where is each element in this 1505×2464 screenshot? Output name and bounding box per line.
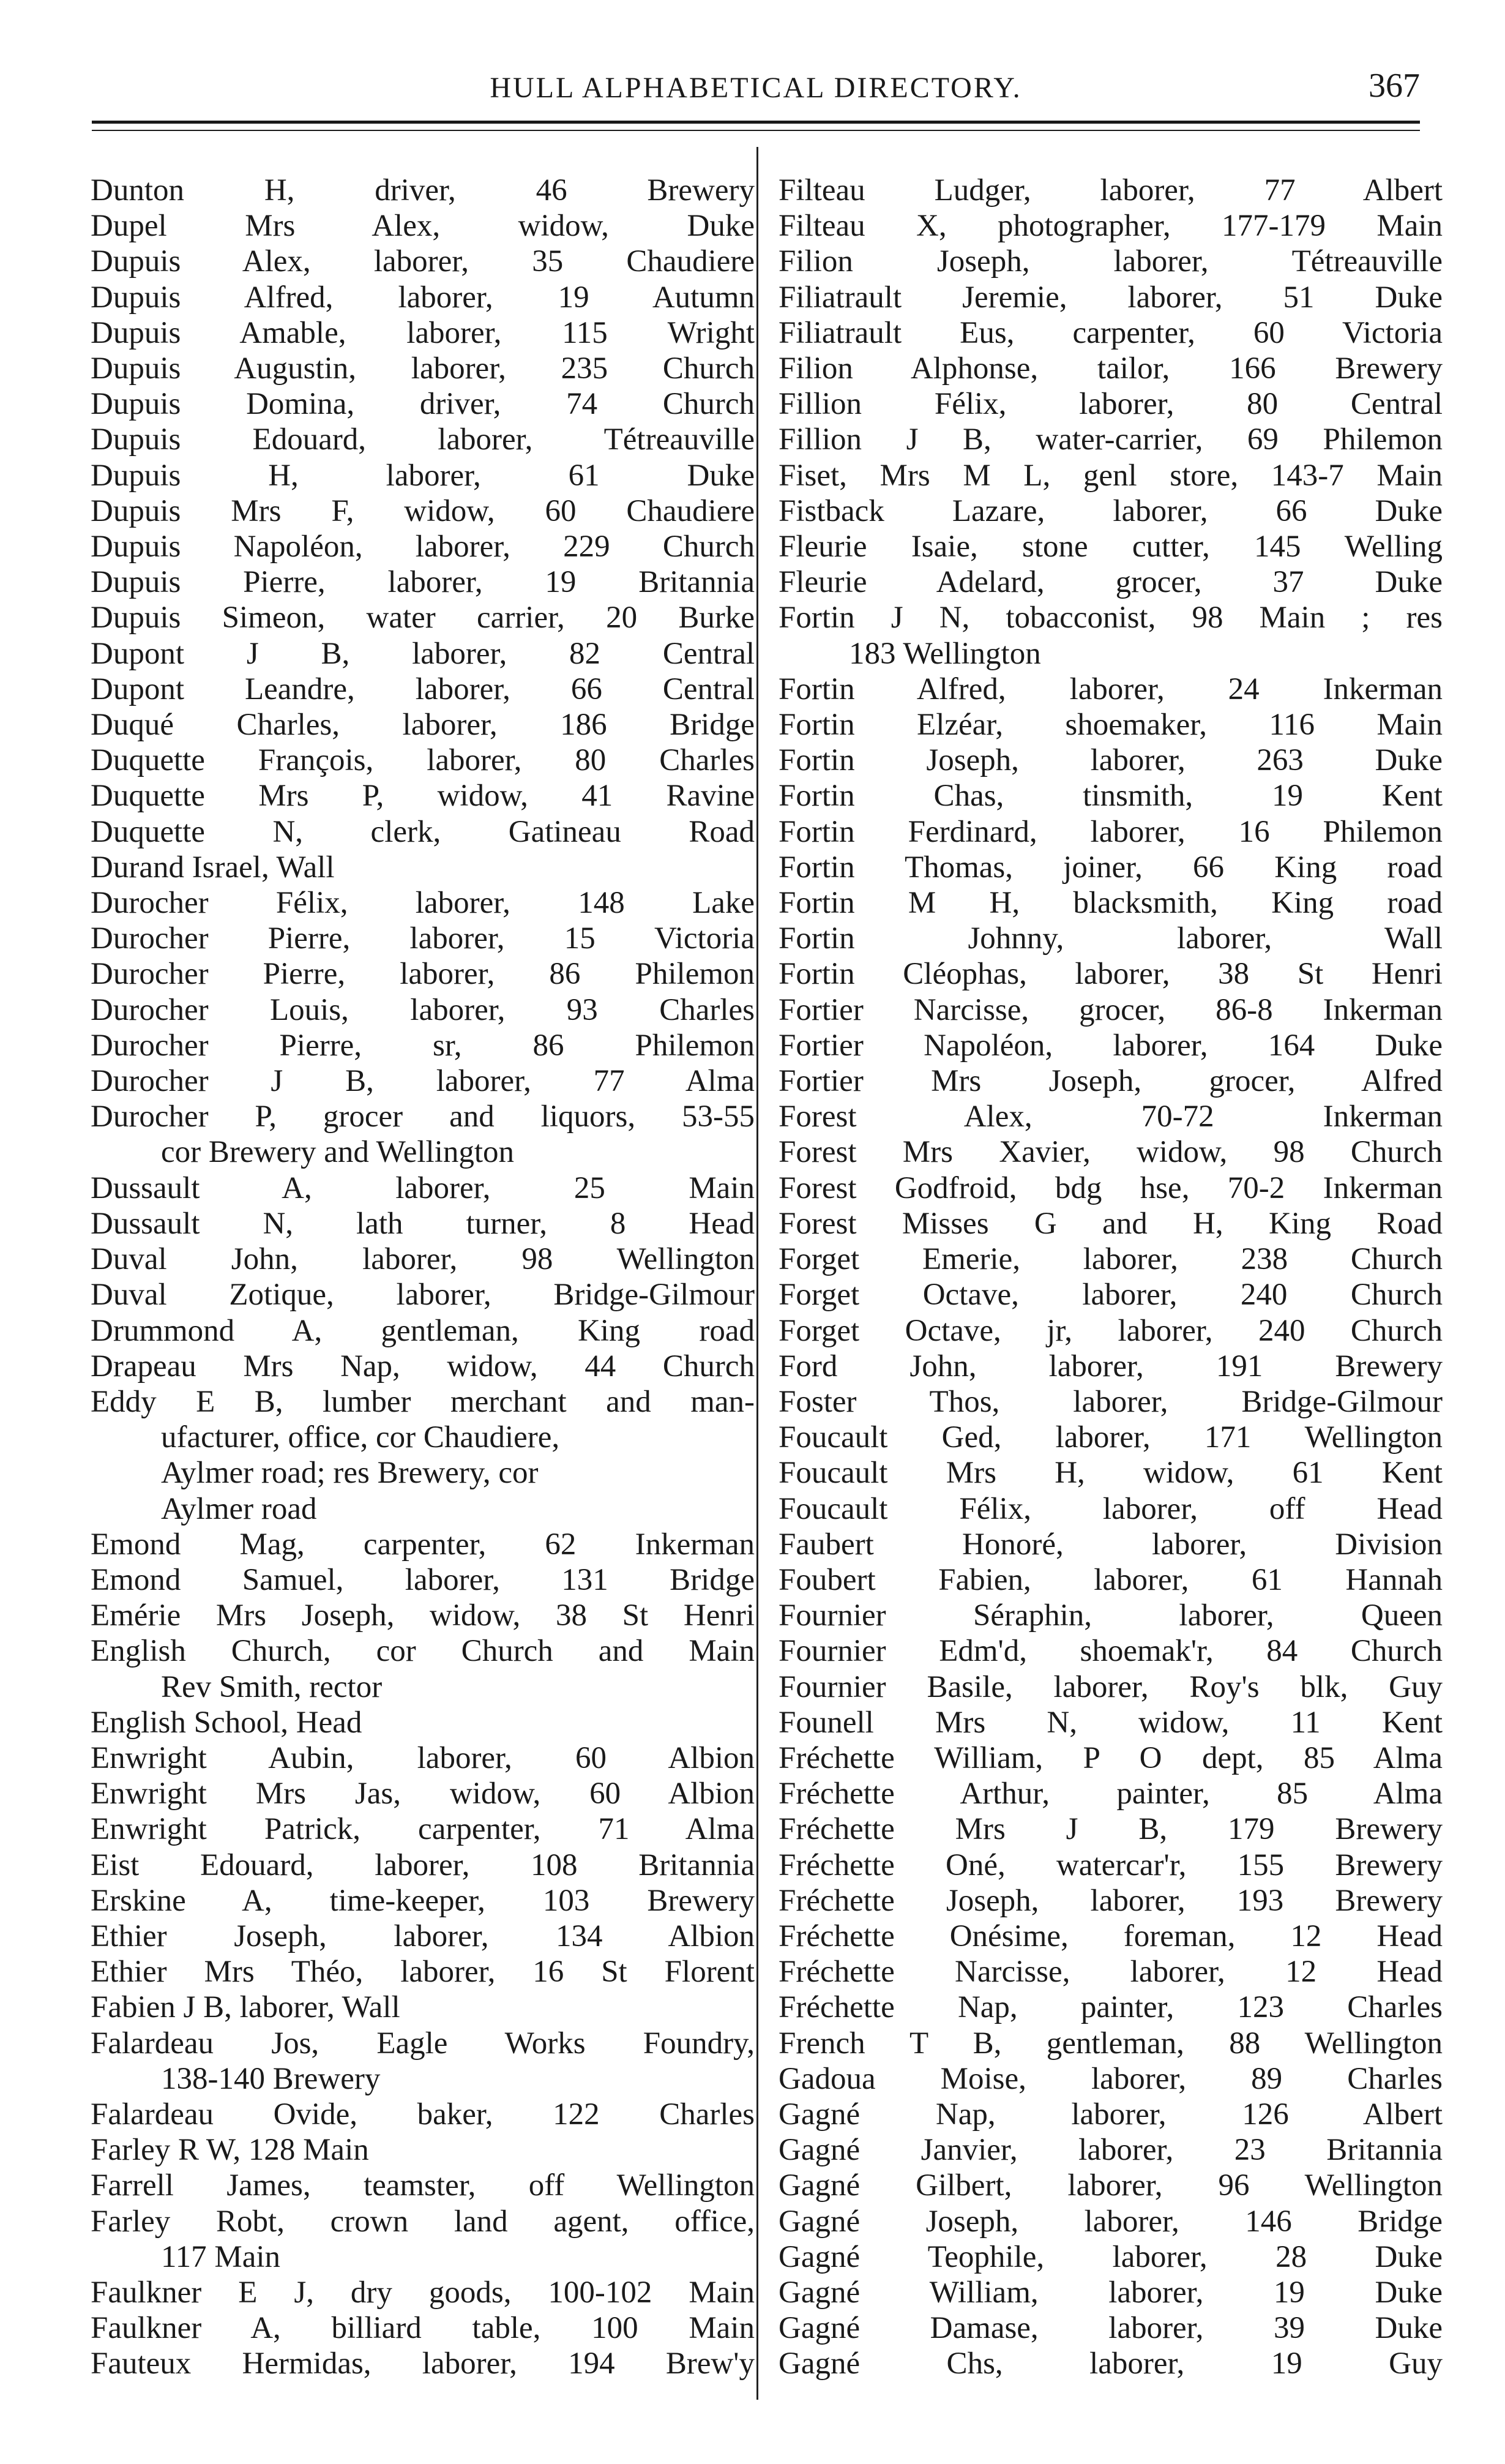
directory-entry (91, 208, 755, 244)
entry-text: Filiatrault Jeremie, laborer, 51 Duke (779, 280, 1443, 315)
directory-entry (779, 315, 1443, 351)
entry-text: Durand Israel, Wall (91, 850, 335, 885)
directory-entry (91, 1028, 755, 1063)
directory-entry (779, 850, 1443, 885)
directory-entry (779, 921, 1443, 956)
directory-entry (91, 1633, 755, 1704)
directory-entry (779, 1063, 1443, 1099)
directory-entry (91, 422, 755, 457)
directory-entry (91, 1206, 755, 1241)
entry-text: Filion Alphonse, tailor, 166 Brewery (779, 351, 1443, 386)
directory-entry (779, 208, 1443, 244)
directory-entry (91, 743, 755, 778)
directory-entry (91, 2132, 755, 2168)
directory-entry (91, 529, 755, 564)
entry-text: Dupuis Amable, laborer, 115 Wright (91, 315, 755, 350)
directory-entry (91, 956, 755, 992)
entry-text: Dupuis Mrs F, widow, 60 Chaudiere (91, 493, 755, 528)
entry-text: Falardeau Ovide, baker, 122 Charles (91, 2097, 755, 2132)
entry-text: Dupont Leandre, laborer, 66 Central (91, 672, 755, 706)
directory-entry (779, 1313, 1443, 1349)
entry-text: Founell Mrs N, widow, 11 Kent (779, 1705, 1443, 1740)
entry-text: Enwright Mrs Jas, widow, 60 Albion (91, 1777, 755, 1811)
entry-text: Farley R W, 128 Main (91, 2133, 369, 2168)
entry-text: Duval Zotique, laborer, Bridge-Gilmour (91, 1278, 755, 1313)
entry-text: Fréchette William, P O dept, 85 Alma (779, 1740, 1443, 1775)
directory-entry (91, 1776, 755, 1811)
entry-text: Fréchette Arthur, painter, 85 Alma (779, 1777, 1443, 1811)
directory-entry (779, 1705, 1443, 1740)
entry-text: Gagné Joseph, laborer, 146 Bridge (779, 2204, 1443, 2239)
entry-text: Faulkner A, billiard table, 100 Main (91, 2311, 755, 2346)
directory-entry (91, 1990, 755, 2025)
directory-entry (779, 2132, 1443, 2168)
entry-text: Dupuis Alfred, laborer, 19 Autumn (91, 280, 755, 315)
entry-text: Fleurie Isaie, stone cutter, 145 Welling (779, 530, 1443, 564)
right-column (779, 173, 1443, 2382)
entry-text: Duquette Mrs P, widow, 41 Ravine (91, 779, 755, 814)
directory-entry (779, 2097, 1443, 2132)
entry-text: Filiatrault Eus, carpenter, 60 Victoria (779, 315, 1443, 350)
page-number: 367 (1369, 67, 1420, 105)
directory-entry (91, 1811, 755, 1847)
directory-entry (779, 1099, 1443, 1134)
entry-continuation: 183 Wellington (849, 636, 1041, 671)
entry-text: Erskine A, time-keeper, 103 Brewery (91, 1883, 755, 1918)
page-header (92, 66, 1420, 115)
entry-text: Fournier Séraphin, laborer, Queen (779, 1598, 1443, 1633)
entry-continuation: 117 Main (161, 2239, 281, 2274)
directory-entry (779, 1919, 1443, 1954)
entry-text: Gadoua Moise, laborer, 89 Charles (779, 2061, 1443, 2096)
entry-text: English School, Head (91, 1705, 362, 1740)
entry-text: Foster Thos, laborer, Bridge-Gilmour (779, 1384, 1443, 1419)
entry-text: Gagné Chs, laborer, 19 Guy (779, 2346, 1443, 2381)
directory-entry (91, 2346, 755, 2381)
directory-entry (779, 600, 1443, 671)
directory-entry (779, 1170, 1443, 1206)
directory-entry (91, 2026, 755, 2097)
entry-text: Dupuis Edouard, laborer, Tétreauville (91, 422, 755, 457)
directory-entry (779, 1562, 1443, 1598)
entry-text: Durocher Pierre, laborer, 86 Philemon (91, 957, 755, 992)
entry-text: Filteau Ludger, laborer, 77 Albert (779, 173, 1443, 208)
entry-text: Ethier Joseph, laborer, 134 Albion (91, 1919, 755, 1953)
entry-text: Gagné Janvier, laborer, 23 Britannia (779, 2133, 1443, 2168)
directory-entry (779, 956, 1443, 992)
entry-text: Forest Mrs Xavier, widow, 98 Church (779, 1135, 1443, 1170)
entry-text: Foucault Mrs H, widow, 61 Kent (779, 1456, 1443, 1491)
directory-entry (779, 529, 1443, 564)
directory-entry (779, 1028, 1443, 1063)
entry-text: Gagné Teophile, laborer, 28 Duke (779, 2239, 1443, 2274)
directory-entry (779, 458, 1443, 493)
directory-entry (779, 2239, 1443, 2275)
entry-text: Drapeau Mrs Nap, widow, 44 Church (91, 1349, 755, 1384)
entry-continuation: Aylmer road (161, 1491, 317, 1526)
entry-text: Dussault A, laborer, 25 Main (91, 1170, 755, 1205)
entry-text: Forget Octave, jr, laborer, 240 Church (779, 1313, 1443, 1348)
left-column (91, 173, 755, 2382)
directory-entry (779, 778, 1443, 814)
directory-entry (91, 636, 755, 672)
entry-text: Forget Octave, laborer, 240 Church (779, 1278, 1443, 1313)
entry-text: Fortin Joseph, laborer, 263 Duke (779, 743, 1443, 778)
entry-text: Durocher Louis, laborer, 93 Charles (91, 992, 755, 1027)
entry-text: Durocher Pierre, laborer, 15 Victoria (91, 921, 755, 956)
entry-text: Dupuis Alex, laborer, 35 Chaudiere (91, 244, 755, 279)
entry-text: Filteau X, photographer, 177-179 Main (779, 209, 1443, 244)
entry-text: Dunton H, driver, 46 Brewery (91, 173, 755, 208)
entry-text: Forest Godfroid, bdg hse, 70-2 Inkerman (779, 1170, 1443, 1205)
directory-entry (779, 1883, 1443, 1919)
directory-entry (779, 1740, 1443, 1776)
entry-text: Fortin Cléophas, laborer, 38 St Henri (779, 957, 1443, 992)
entry-text: Fortin Alfred, laborer, 24 Inkerman (779, 672, 1443, 706)
directory-entry (91, 1705, 755, 1740)
directory-entry (779, 2346, 1443, 2381)
entry-text: Dupel Mrs Alex, widow, Duke (91, 209, 755, 244)
entry-text: Fournier Basile, laborer, Roy's blk, Guy (779, 1669, 1443, 1704)
entry-continuation: cor Brewery and Wellington (161, 1135, 515, 1170)
directory-entry (91, 1740, 755, 1776)
directory-entry (779, 1990, 1443, 2025)
entry-text: Dupuis Napoléon, laborer, 229 Church (91, 530, 755, 564)
entry-text: Duquette François, laborer, 80 Charles (91, 743, 755, 778)
directory-entry (779, 1420, 1443, 1455)
directory-entry (779, 2204, 1443, 2239)
entry-text: Fortier Napoléon, laborer, 164 Duke (779, 1028, 1443, 1063)
running-title: HULL ALPHABETICAL DIRECTORY. (490, 72, 1022, 104)
directory-entry (779, 422, 1443, 457)
entry-text: Duquette N, clerk, Gatineau Road (91, 814, 755, 849)
entry-text: Foucault Ged, laborer, 171 Wellington (779, 1420, 1443, 1455)
entry-text: Dussault N, lath turner, 8 Head (91, 1206, 755, 1241)
directory-entry (779, 672, 1443, 707)
column-divider (756, 147, 758, 2400)
directory-entry (779, 1954, 1443, 1990)
entry-text: Forest Alex, 70-72 Inkerman (779, 1099, 1443, 1134)
entry-text: Fréchette Joseph, laborer, 193 Brewery (779, 1883, 1443, 1918)
entry-text: Drummond A, gentleman, King road (91, 1313, 755, 1348)
entry-text: Filion Joseph, laborer, Tétreauville (779, 244, 1443, 279)
entry-text: French T B, gentleman, 88 Wellington (779, 2026, 1443, 2061)
directory-entry (91, 2310, 755, 2346)
entry-text: Fréchette Nap, painter, 123 Charles (779, 1990, 1443, 2025)
entry-text: Enwright Aubin, laborer, 60 Albion (91, 1740, 755, 1775)
entry-text: Fleurie Adelard, grocer, 37 Duke (779, 565, 1443, 600)
directory-entry (779, 1811, 1443, 1847)
directory-entry (91, 1384, 755, 1527)
directory-entry (91, 778, 755, 814)
entry-text: Farley Robt, crown land agent, office, (91, 2204, 755, 2239)
entry-text: Duqué Charles, laborer, 186 Bridge (91, 708, 755, 743)
directory-entry (91, 1241, 755, 1277)
entry-text: Fortin Elzéar, shoemaker, 116 Main (779, 708, 1443, 743)
entry-text: Dupuis Simeon, water carrier, 20 Burke (91, 601, 755, 635)
entry-text: Enwright Patrick, carpenter, 71 Alma (91, 1812, 755, 1847)
directory-entry (779, 244, 1443, 279)
directory-entry (779, 1384, 1443, 1420)
entry-continuation: 138-140 Brewery (161, 2061, 381, 2096)
entry-text: Fréchette Narcisse, laborer, 12 Head (779, 1955, 1443, 1990)
directory-entry (779, 1776, 1443, 1811)
entry-text: Duval John, laborer, 98 Wellington (91, 1242, 755, 1277)
directory-entry (91, 1170, 755, 1206)
entry-text: Fillion J B, water-carrier, 69 Philemon (779, 422, 1443, 457)
directory-entry (91, 1527, 755, 1562)
directory-entry (91, 1349, 755, 1384)
entry-text: Dupuis H, laborer, 61 Duke (91, 458, 755, 493)
entry-text: Eist Edouard, laborer, 108 Britannia (91, 1848, 755, 1882)
directory-entry (91, 2097, 755, 2132)
directory-entry (91, 707, 755, 743)
directory-entry (779, 280, 1443, 315)
entry-text: Fréchette Oné, watercar'r, 155 Brewery (779, 1848, 1443, 1882)
directory-entry (91, 564, 755, 600)
entry-text: Fiset, Mrs M L, genl store, 143-7 Main (779, 458, 1443, 493)
directory-entry (779, 1491, 1443, 1527)
entry-text: Dupuis Domina, driver, 74 Church (91, 387, 755, 422)
directory-entry (779, 743, 1443, 778)
directory-entry (779, 173, 1443, 208)
entry-text: Fauteux Hermidas, laborer, 194 Brew'y (91, 2346, 755, 2381)
entry-text: Emond Mag, carpenter, 62 Inkerman (91, 1527, 755, 1562)
directory-entry (779, 1134, 1443, 1170)
entry-text: Ford John, laborer, 191 Brewery (779, 1349, 1443, 1384)
entry-text: Gagné Damase, laborer, 39 Duke (779, 2311, 1443, 2346)
directory-entry (91, 386, 755, 422)
entry-text: Forget Emerie, laborer, 238 Church (779, 1242, 1443, 1277)
directory-entry (91, 850, 755, 885)
directory-entry (779, 1241, 1443, 1277)
entry-continuation: Aylmer road; res Brewery, cor (161, 1456, 539, 1491)
directory-entry (779, 1527, 1443, 1562)
entry-text: Faubert Honoré, laborer, Division (779, 1527, 1443, 1562)
directory-entry (779, 1633, 1443, 1669)
header-rule-thin (92, 130, 1420, 131)
directory-entry (91, 672, 755, 707)
directory-entry (91, 1099, 755, 1170)
directory-entry (779, 1349, 1443, 1384)
directory-entry (779, 2168, 1443, 2203)
entry-text: Emérie Mrs Joseph, widow, 38 St Henri (91, 1598, 755, 1633)
header-rule-thick (92, 121, 1420, 124)
directory-entry (91, 2275, 755, 2310)
directory-entry (779, 1669, 1443, 1705)
entry-text: Fortin J N, tobacconist, 98 Main ; res (779, 601, 1443, 635)
directory-entry (91, 600, 755, 635)
entry-text: Fréchette Mrs J B, 179 Brewery (779, 1812, 1443, 1847)
entry-text: English Church, cor Church and Main (91, 1634, 755, 1669)
entry-text: Forest Misses G and H, King Road (779, 1206, 1443, 1241)
entry-text: Emond Samuel, laborer, 131 Bridge (91, 1562, 755, 1597)
entry-text: Fabien J B, laborer, Wall (91, 1990, 400, 2025)
directory-entry (779, 2310, 1443, 2346)
directory-entry (779, 814, 1443, 850)
directory-entry (779, 564, 1443, 600)
directory-entry (779, 386, 1443, 422)
entry-text: Fournier Edm'd, shoemak'r, 84 Church (779, 1634, 1443, 1669)
entry-text: Durocher Félix, laborer, 148 Lake (91, 886, 755, 921)
directory-entry (91, 458, 755, 493)
directory-entry (91, 992, 755, 1028)
directory-entry (91, 173, 755, 208)
entry-text: Dupuis Augustin, laborer, 235 Church (91, 351, 755, 386)
entry-text: Fillion Félix, laborer, 80 Central (779, 387, 1443, 422)
directory-entry (91, 814, 755, 850)
directory-entry (91, 1313, 755, 1349)
directory-entry (779, 2275, 1443, 2310)
entry-text: Fortin M H, blacksmith, King road (779, 886, 1443, 921)
directory-entry (779, 1277, 1443, 1313)
entry-text: Foubert Fabien, laborer, 61 Hannah (779, 1562, 1443, 1597)
directory-entry (91, 885, 755, 921)
entry-continuation: Rev Smith, rector (161, 1669, 383, 1704)
entry-text: Faulkner E J, dry goods, 100-102 Main (91, 2275, 755, 2310)
directory-entry (91, 1919, 755, 1954)
directory-entry (91, 280, 755, 315)
directory-entry (779, 351, 1443, 386)
directory-entry (779, 885, 1443, 921)
entry-text: Ethier Mrs Théo, laborer, 16 St Florent (91, 1955, 755, 1990)
directory-entry (91, 351, 755, 386)
entry-text: Foucault Félix, laborer, off Head (779, 1491, 1443, 1526)
entry-text: Fréchette Onésime, foreman, 12 Head (779, 1919, 1443, 1953)
directory-entry (91, 1954, 755, 1990)
entry-text: Durocher J B, laborer, 77 Alma (91, 1064, 755, 1099)
entry-text: Gagné William, laborer, 19 Duke (779, 2275, 1443, 2310)
directory-entry (779, 493, 1443, 529)
entry-text: Gagné Nap, laborer, 126 Albert (779, 2097, 1443, 2132)
entry-text: Fortin Ferdinard, laborer, 16 Philemon (779, 814, 1443, 849)
entry-text: Fistback Lazare, laborer, 66 Duke (779, 493, 1443, 528)
entry-text: Durocher P, grocer and liquors, 53-55 (91, 1099, 755, 1134)
directory-entry (779, 992, 1443, 1028)
directory-entry (91, 2204, 755, 2275)
entry-text: Dupuis Pierre, laborer, 19 Britannia (91, 565, 755, 600)
entry-text: Gagné Gilbert, laborer, 96 Wellington (779, 2168, 1443, 2203)
directory-entry (779, 1206, 1443, 1241)
entry-text: Dupont J B, laborer, 82 Central (91, 636, 755, 671)
directory-entry (91, 1883, 755, 1919)
directory-entry (91, 1063, 755, 1099)
directory-entry (91, 493, 755, 529)
directory-entry (91, 244, 755, 279)
directory-entry (91, 315, 755, 351)
directory-entry (779, 1848, 1443, 1883)
entry-text: Fortin Chas, tinsmith, 19 Kent (779, 779, 1443, 814)
directory-entry (91, 1848, 755, 1883)
entry-text: Durocher Pierre, sr, 86 Philemon (91, 1028, 755, 1063)
entry-continuation: ufacturer, office, cor Chaudiere, (161, 1420, 560, 1455)
directory-entry (91, 2168, 755, 2203)
directory-entry (91, 921, 755, 956)
directory-entry (779, 2026, 1443, 2061)
directory-entry (779, 1455, 1443, 1491)
entry-text: Eddy E B, lumber merchant and man- (91, 1384, 755, 1419)
directory-entry (779, 707, 1443, 743)
entry-text: Fortin Johnny, laborer, Wall (779, 921, 1443, 956)
entry-text: Fortier Narcisse, grocer, 86-8 Inkerman (779, 992, 1443, 1027)
entry-text: Farrell James, teamster, off Wellington (91, 2168, 755, 2203)
directory-entry (91, 1598, 755, 1633)
entry-text: Fortin Thomas, joiner, 66 King road (779, 850, 1443, 885)
directory-entry (91, 1562, 755, 1598)
entry-text: Fortier Mrs Joseph, grocer, Alfred (779, 1064, 1443, 1099)
directory-entry (779, 2061, 1443, 2097)
directory-entry (91, 1277, 755, 1313)
directory-entry (779, 1598, 1443, 1633)
entry-text: Falardeau Jos, Eagle Works Foundry, (91, 2026, 755, 2061)
